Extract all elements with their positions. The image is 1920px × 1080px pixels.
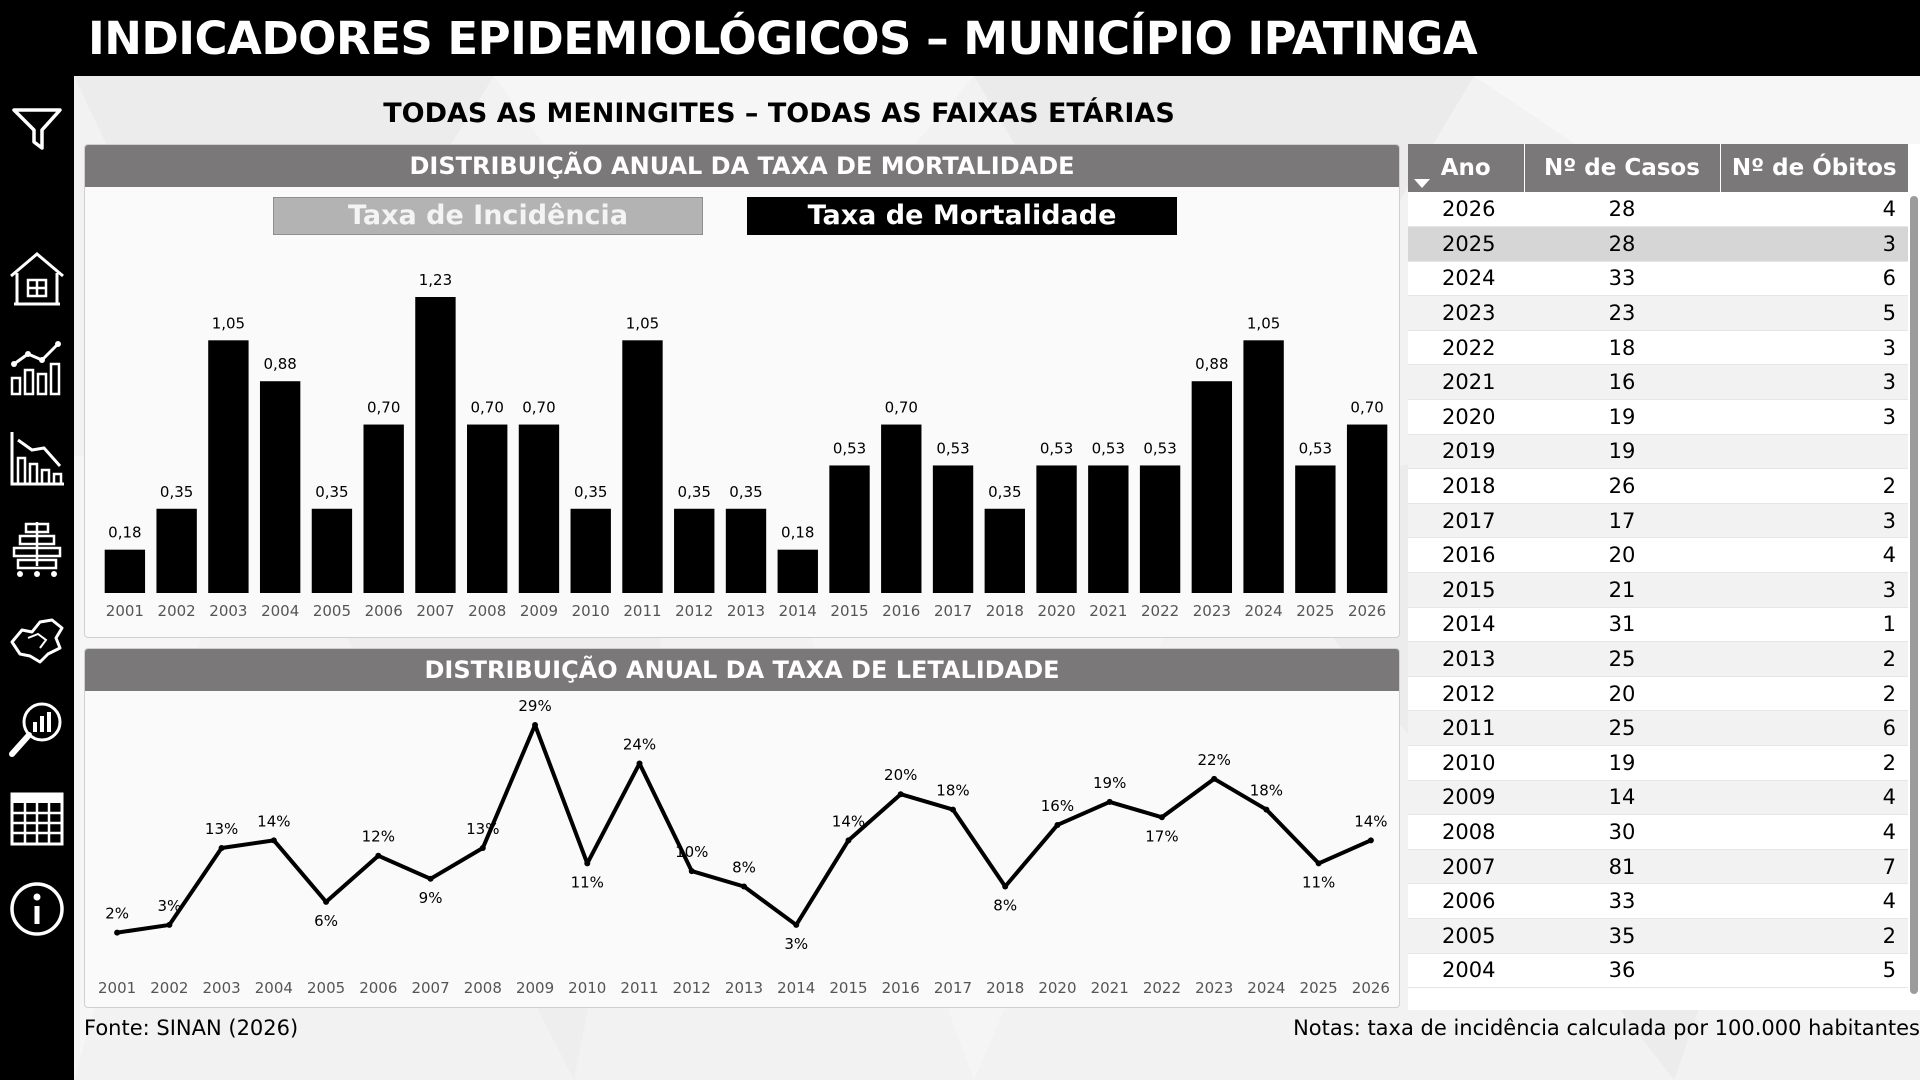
table-icon[interactable] [6, 788, 68, 850]
cell-casos: 25 [1524, 711, 1720, 746]
bar-2022[interactable] [1140, 465, 1180, 593]
point-2025[interactable] [1316, 860, 1322, 866]
bar-value-label: 0,18 [108, 523, 142, 542]
bar-2007[interactable] [415, 297, 455, 593]
point-value-label: 9% [418, 888, 443, 907]
cell-obitos: 5 [1720, 296, 1908, 331]
bar-2014[interactable] [778, 550, 818, 593]
bar-2026[interactable] [1347, 425, 1387, 593]
x-tick-label: 2023 [1192, 602, 1231, 620]
bar-value-label: 0,53 [1143, 439, 1177, 458]
x-tick-label: 2001 [105, 602, 144, 620]
table-row[interactable] [1408, 573, 1908, 608]
cases-deaths-table[interactable] [1408, 144, 1920, 1010]
bar-value-label: 0,35 [988, 482, 1022, 501]
point-value-label: 14% [831, 812, 866, 831]
bar-value-label: 0,53 [1039, 439, 1074, 458]
table-row[interactable] [1408, 849, 1908, 884]
point-2017[interactable] [950, 807, 956, 813]
analytics-search-icon[interactable] [6, 698, 68, 760]
table-row[interactable] [1408, 330, 1908, 365]
lethality-panel-title: DISTRIBUIÇÃO ANUAL DA TAXA DE LETALIDADE [85, 649, 1399, 691]
point-value-label: 22% [1197, 750, 1231, 769]
bar-2010[interactable] [571, 509, 611, 593]
column-header-ano[interactable] [1408, 144, 1524, 192]
cell-casos: 19 [1524, 400, 1720, 435]
home-icon[interactable] [6, 248, 68, 310]
x-tick-label: 2018 [986, 979, 1025, 997]
cell-casos: 20 [1524, 676, 1720, 711]
table-row[interactable] [1408, 261, 1908, 296]
bar-2015[interactable] [829, 465, 869, 593]
bar-2018[interactable] [985, 509, 1025, 593]
x-tick-label: 2006 [359, 979, 398, 997]
lethality-line-chart [85, 691, 1400, 1008]
cell-casos: 14 [1524, 780, 1720, 815]
point-2008[interactable] [480, 845, 486, 851]
lethality-panel [84, 648, 1400, 1008]
page-subtitle: TODAS AS MENINGITES – TODAS AS FAIXAS ETÁRIAS [383, 98, 1175, 129]
x-tick-label: 2020 [1038, 979, 1077, 997]
table-row[interactable] [1408, 642, 1908, 677]
bar-value-label: 0,70 [366, 398, 401, 417]
table-row[interactable] [1408, 918, 1908, 953]
point-2018[interactable] [1002, 883, 1008, 889]
x-tick-label: 2023 [1195, 979, 1234, 997]
bar-value-label: 0,53 [1298, 439, 1333, 458]
bar-2024[interactable] [1243, 340, 1283, 593]
bar-value-label: 1,05 [211, 314, 246, 333]
x-tick-label: 2024 [1247, 979, 1286, 997]
x-tick-label: 2001 [98, 979, 137, 997]
table-row[interactable] [1408, 192, 1908, 227]
x-tick-label: 2008 [463, 979, 502, 997]
bar-2021[interactable] [1088, 465, 1128, 593]
table-row[interactable] [1408, 296, 1908, 331]
bar-2001[interactable] [105, 550, 145, 593]
notes-text: Notas: taxa de incidência calculada por 100.000 habitantes [1293, 1016, 1920, 1040]
point-2005[interactable] [323, 899, 329, 905]
point-value-label: 12% [361, 827, 395, 846]
cell-ano: 2023 [1408, 296, 1524, 331]
cell-casos: 33 [1524, 884, 1720, 919]
cell-obitos: 3 [1720, 227, 1908, 262]
cell-obitos: 3 [1720, 365, 1908, 400]
cell-ano: 2022 [1408, 330, 1524, 365]
filter-icon[interactable] [6, 96, 68, 158]
x-tick-label: 2012 [675, 602, 714, 620]
cell-casos: 17 [1524, 503, 1720, 538]
point-value-label: 14% [1354, 812, 1388, 831]
x-tick-label: 2012 [672, 979, 711, 997]
point-value-label: 18% [1249, 781, 1284, 800]
x-tick-label: 2003 [209, 602, 248, 620]
cell-obitos: 1 [1720, 607, 1908, 642]
cell-obitos: 4 [1720, 780, 1908, 815]
column-label-ano: Ano [1440, 155, 1491, 181]
point-value-label: 19% [1093, 773, 1127, 792]
cell-ano: 2026 [1408, 192, 1524, 227]
cell-casos: 23 [1524, 296, 1720, 331]
x-tick-label: 2020 [1037, 602, 1076, 620]
cell-ano: 2004 [1408, 953, 1524, 988]
point-2003[interactable] [219, 845, 225, 851]
cell-casos: 31 [1524, 607, 1720, 642]
column-header-obitos[interactable]: Nº de Óbitos [1720, 144, 1908, 192]
x-tick-label: 2025 [1296, 602, 1335, 620]
cell-ano: 2011 [1408, 711, 1524, 746]
bar-2008[interactable] [467, 425, 507, 593]
cell-ano: 2025 [1408, 227, 1524, 262]
bar-value-label: 0,70 [884, 398, 918, 417]
x-tick-label: 2026 [1351, 979, 1390, 997]
point-value-label: 11% [1301, 873, 1336, 892]
table-row[interactable] [1408, 227, 1908, 262]
bar-value-label: 0,88 [263, 355, 297, 374]
incidence-rate-toggle[interactable]: Taxa de Incidência [273, 197, 703, 235]
bar-value-label: 0,53 [936, 439, 970, 458]
cell-obitos: 3 [1720, 573, 1908, 608]
cell-ano: 2010 [1408, 746, 1524, 781]
point-value-label: 8% [993, 896, 1018, 915]
x-tick-label: 2021 [1090, 979, 1129, 997]
point-value-label: 3% [157, 896, 182, 915]
app-title: INDICADORES EPIDEMIOLÓGICOS – MUNICÍPIO IPATINGA [88, 12, 1478, 65]
point-2007[interactable] [428, 876, 434, 882]
cell-casos: 16 [1524, 365, 1720, 400]
table-header-row [1408, 144, 1908, 192]
x-tick-label: 2018 [985, 602, 1024, 620]
bar-2005[interactable] [312, 509, 352, 593]
table-row[interactable] [1408, 780, 1908, 815]
cell-casos: 19 [1524, 746, 1720, 781]
cell-ano: 2006 [1408, 884, 1524, 919]
cell-obitos: 2 [1720, 746, 1908, 781]
cell-casos: 36 [1524, 953, 1720, 988]
point-value-label: 29% [518, 697, 552, 715]
cell-obitos: 6 [1720, 261, 1908, 296]
cell-casos: 28 [1524, 192, 1720, 227]
cell-casos: 18 [1524, 330, 1720, 365]
x-tick-label: 2002 [157, 602, 196, 620]
info-icon[interactable] [6, 878, 68, 940]
x-tick-label: 2011 [620, 979, 659, 997]
cell-ano: 2012 [1408, 676, 1524, 711]
point-2021[interactable] [1107, 799, 1113, 805]
point-value-label: 11% [570, 873, 604, 892]
cell-ano: 2016 [1408, 538, 1524, 573]
x-tick-label: 2007 [411, 979, 450, 997]
mortality-rate-toggle[interactable]: Taxa de Mortalidade [747, 197, 1177, 235]
bar-value-label: 0,35 [677, 482, 711, 501]
cell-obitos: 2 [1720, 918, 1908, 953]
cell-casos: 26 [1524, 469, 1720, 504]
cell-casos: 25 [1524, 642, 1720, 677]
cell-casos: 19 [1524, 434, 1720, 469]
cell-ano: 2017 [1408, 503, 1524, 538]
table-row[interactable] [1408, 503, 1908, 538]
point-value-label: 8% [732, 858, 756, 877]
bar-2011[interactable] [622, 340, 662, 593]
cell-ano: 2014 [1408, 607, 1524, 642]
bar-2017[interactable] [933, 465, 973, 593]
x-tick-label: 2013 [726, 602, 766, 620]
point-2014[interactable] [793, 922, 799, 928]
bar-value-label: 0,70 [1350, 398, 1384, 417]
cell-ano: 2007 [1408, 849, 1524, 884]
cell-obitos: 3 [1720, 400, 1908, 435]
population-chart-icon[interactable] [6, 518, 68, 580]
cell-casos: 81 [1524, 849, 1720, 884]
header-bar [0, 0, 1920, 76]
cell-obitos: 3 [1720, 503, 1908, 538]
cell-casos: 35 [1524, 918, 1720, 953]
bar-2025[interactable] [1295, 465, 1335, 593]
cell-obitos: 2 [1720, 642, 1908, 677]
cell-obitos: 4 [1720, 192, 1908, 227]
point-2012[interactable] [689, 868, 695, 874]
x-tick-label: 2005 [306, 979, 346, 997]
point-2024[interactable] [1263, 807, 1269, 813]
cell-casos: 33 [1524, 261, 1720, 296]
x-tick-label: 2010 [571, 602, 610, 620]
mortality-panel [84, 144, 1400, 638]
point-2011[interactable] [637, 760, 643, 766]
bar-value-label: 0,88 [1195, 355, 1229, 374]
bar-value-label: 0,70 [522, 398, 556, 417]
vertical-scrollbar[interactable] [1910, 196, 1918, 994]
point-2004[interactable] [271, 837, 277, 843]
point-2015[interactable] [845, 837, 851, 843]
x-tick-label: 2004 [254, 979, 293, 997]
bar-2002[interactable] [156, 509, 196, 593]
main-content [74, 76, 1920, 1080]
cell-obitos: 7 [1720, 849, 1908, 884]
point-2013[interactable] [741, 883, 747, 889]
x-tick-label: 2016 [881, 979, 920, 997]
map-icon[interactable] [6, 608, 68, 670]
x-tick-label: 2007 [416, 602, 455, 620]
x-tick-label: 2009 [515, 979, 555, 997]
bar-2003[interactable] [208, 340, 248, 593]
x-tick-label: 2010 [568, 979, 607, 997]
mortality-bar-chart [85, 187, 1400, 638]
x-tick-label: 2017 [933, 602, 973, 620]
table-row[interactable] [1408, 365, 1908, 400]
cell-obitos: 6 [1720, 711, 1908, 746]
table-row[interactable] [1408, 953, 1908, 988]
bar-value-label: 1,05 [1246, 314, 1281, 333]
table-row[interactable] [1408, 711, 1908, 746]
cell-casos: 28 [1524, 227, 1720, 262]
bar-2009[interactable] [519, 425, 559, 593]
x-tick-label: 2024 [1244, 602, 1283, 620]
x-tick-label: 2004 [261, 602, 300, 620]
table-row[interactable] [1408, 607, 1908, 642]
point-value-label: 13% [466, 820, 500, 839]
point-value-label: 14% [257, 812, 291, 831]
cell-ano: 2024 [1408, 261, 1524, 296]
point-2016[interactable] [898, 791, 904, 797]
table-row[interactable] [1408, 538, 1908, 573]
bar-value-label: 0,35 [315, 482, 349, 501]
x-tick-label: 2014 [778, 602, 817, 620]
point-value-label: 16% [1040, 796, 1075, 815]
x-tick-label: 2017 [933, 979, 973, 997]
bar-value-label: 0,35 [159, 482, 194, 501]
cell-obitos: 4 [1720, 815, 1908, 850]
cell-obitos: 2 [1720, 676, 1908, 711]
table-row[interactable] [1408, 746, 1908, 781]
x-tick-label: 2015 [829, 979, 868, 997]
x-tick-label: 2008 [468, 602, 507, 620]
x-tick-label: 2003 [202, 979, 241, 997]
cell-ano: 2009 [1408, 780, 1524, 815]
bar-value-label: 0,70 [470, 398, 504, 417]
point-2023[interactable] [1211, 776, 1217, 782]
cell-obitos: 2 [1720, 469, 1908, 504]
point-value-label: 17% [1145, 827, 1179, 846]
point-value-label: 3% [784, 934, 809, 953]
cell-ano: 2008 [1408, 815, 1524, 850]
mortality-panel-title: DISTRIBUIÇÃO ANUAL DA TAXA DE MORTALIDADE [85, 145, 1399, 187]
table-row[interactable] [1408, 400, 1908, 435]
x-tick-label: 2021 [1089, 602, 1128, 620]
bar-2016[interactable] [881, 425, 921, 593]
bar-2004[interactable] [260, 381, 300, 593]
source-note: Fonte: SINAN (2026) [84, 1016, 299, 1040]
bar-2013[interactable] [726, 509, 766, 593]
bar-value-label: 0,35 [729, 482, 763, 501]
cell-ano: 2018 [1408, 469, 1524, 504]
x-tick-label: 2009 [519, 602, 559, 620]
bar-2006[interactable] [363, 425, 403, 593]
cell-obitos: 3 [1720, 330, 1908, 365]
x-tick-label: 2015 [830, 602, 869, 620]
x-tick-label: 2022 [1142, 979, 1182, 997]
cell-ano: 2013 [1408, 642, 1524, 677]
bar-2012[interactable] [674, 509, 714, 593]
point-2006[interactable] [375, 853, 381, 859]
table-row[interactable] [1408, 676, 1908, 711]
point-2022[interactable] [1159, 814, 1165, 820]
cell-casos: 20 [1524, 538, 1720, 573]
table-row[interactable] [1408, 469, 1908, 504]
point-2026[interactable] [1368, 837, 1374, 843]
cell-obitos [1720, 434, 1908, 469]
point-value-label: 18% [936, 781, 970, 800]
table-row[interactable] [1408, 434, 1908, 469]
table-row[interactable] [1408, 884, 1908, 919]
x-tick-label: 2006 [364, 602, 403, 620]
cell-ano: 2019 [1408, 434, 1524, 469]
bar-value-label: 0,53 [832, 439, 867, 458]
cell-ano: 2020 [1408, 400, 1524, 435]
bar-value-label: 0,53 [1091, 439, 1126, 458]
bar-2023[interactable] [1192, 381, 1232, 593]
cell-obitos: 5 [1720, 953, 1908, 988]
point-2010[interactable] [584, 860, 590, 866]
bar-value-label: 0,35 [574, 482, 608, 501]
x-tick-label: 2005 [312, 602, 352, 620]
point-2009[interactable] [532, 722, 538, 728]
point-value-label: 6% [314, 911, 338, 930]
bar-value-label: 1,05 [625, 314, 660, 333]
table-row[interactable] [1408, 815, 1908, 850]
bar-chart-trend-down-icon[interactable] [6, 428, 68, 490]
cell-obitos: 4 [1720, 538, 1908, 573]
cell-obitos: 4 [1720, 884, 1908, 919]
bar-value-label: 1,23 [418, 271, 453, 289]
point-value-label: 20% [884, 766, 918, 785]
point-value-label: 10% [675, 843, 709, 862]
point-2001[interactable] [114, 930, 120, 936]
bar-chart-trend-up-icon[interactable] [6, 338, 68, 400]
cell-casos: 30 [1524, 815, 1720, 850]
point-value-label: 13% [204, 820, 239, 839]
sidebar [0, 76, 74, 1080]
point-value-label: 2% [105, 904, 130, 923]
lethality-series-line [117, 725, 1371, 933]
point-2020[interactable] [1054, 822, 1060, 828]
column-header-casos[interactable]: Nº de Casos [1524, 144, 1720, 192]
cell-ano: 2021 [1408, 365, 1524, 400]
point-2002[interactable] [166, 922, 172, 928]
x-tick-label: 2026 [1348, 602, 1387, 620]
cell-casos: 21 [1524, 573, 1720, 608]
point-value-label: 24% [622, 735, 657, 754]
table-body [1408, 192, 1908, 988]
x-tick-label: 2022 [1140, 602, 1180, 620]
bar-2020[interactable] [1036, 465, 1076, 593]
x-tick-label: 2016 [882, 602, 921, 620]
bar-value-label: 0,18 [781, 523, 815, 542]
cell-ano: 2005 [1408, 918, 1524, 953]
x-tick-label: 2014 [777, 979, 816, 997]
x-tick-label: 2013 [724, 979, 764, 997]
x-tick-label: 2025 [1299, 979, 1338, 997]
sort-descending-icon[interactable] [1414, 179, 1430, 188]
x-tick-label: 2002 [150, 979, 189, 997]
x-tick-label: 2011 [623, 602, 662, 620]
cell-ano: 2015 [1408, 573, 1524, 608]
